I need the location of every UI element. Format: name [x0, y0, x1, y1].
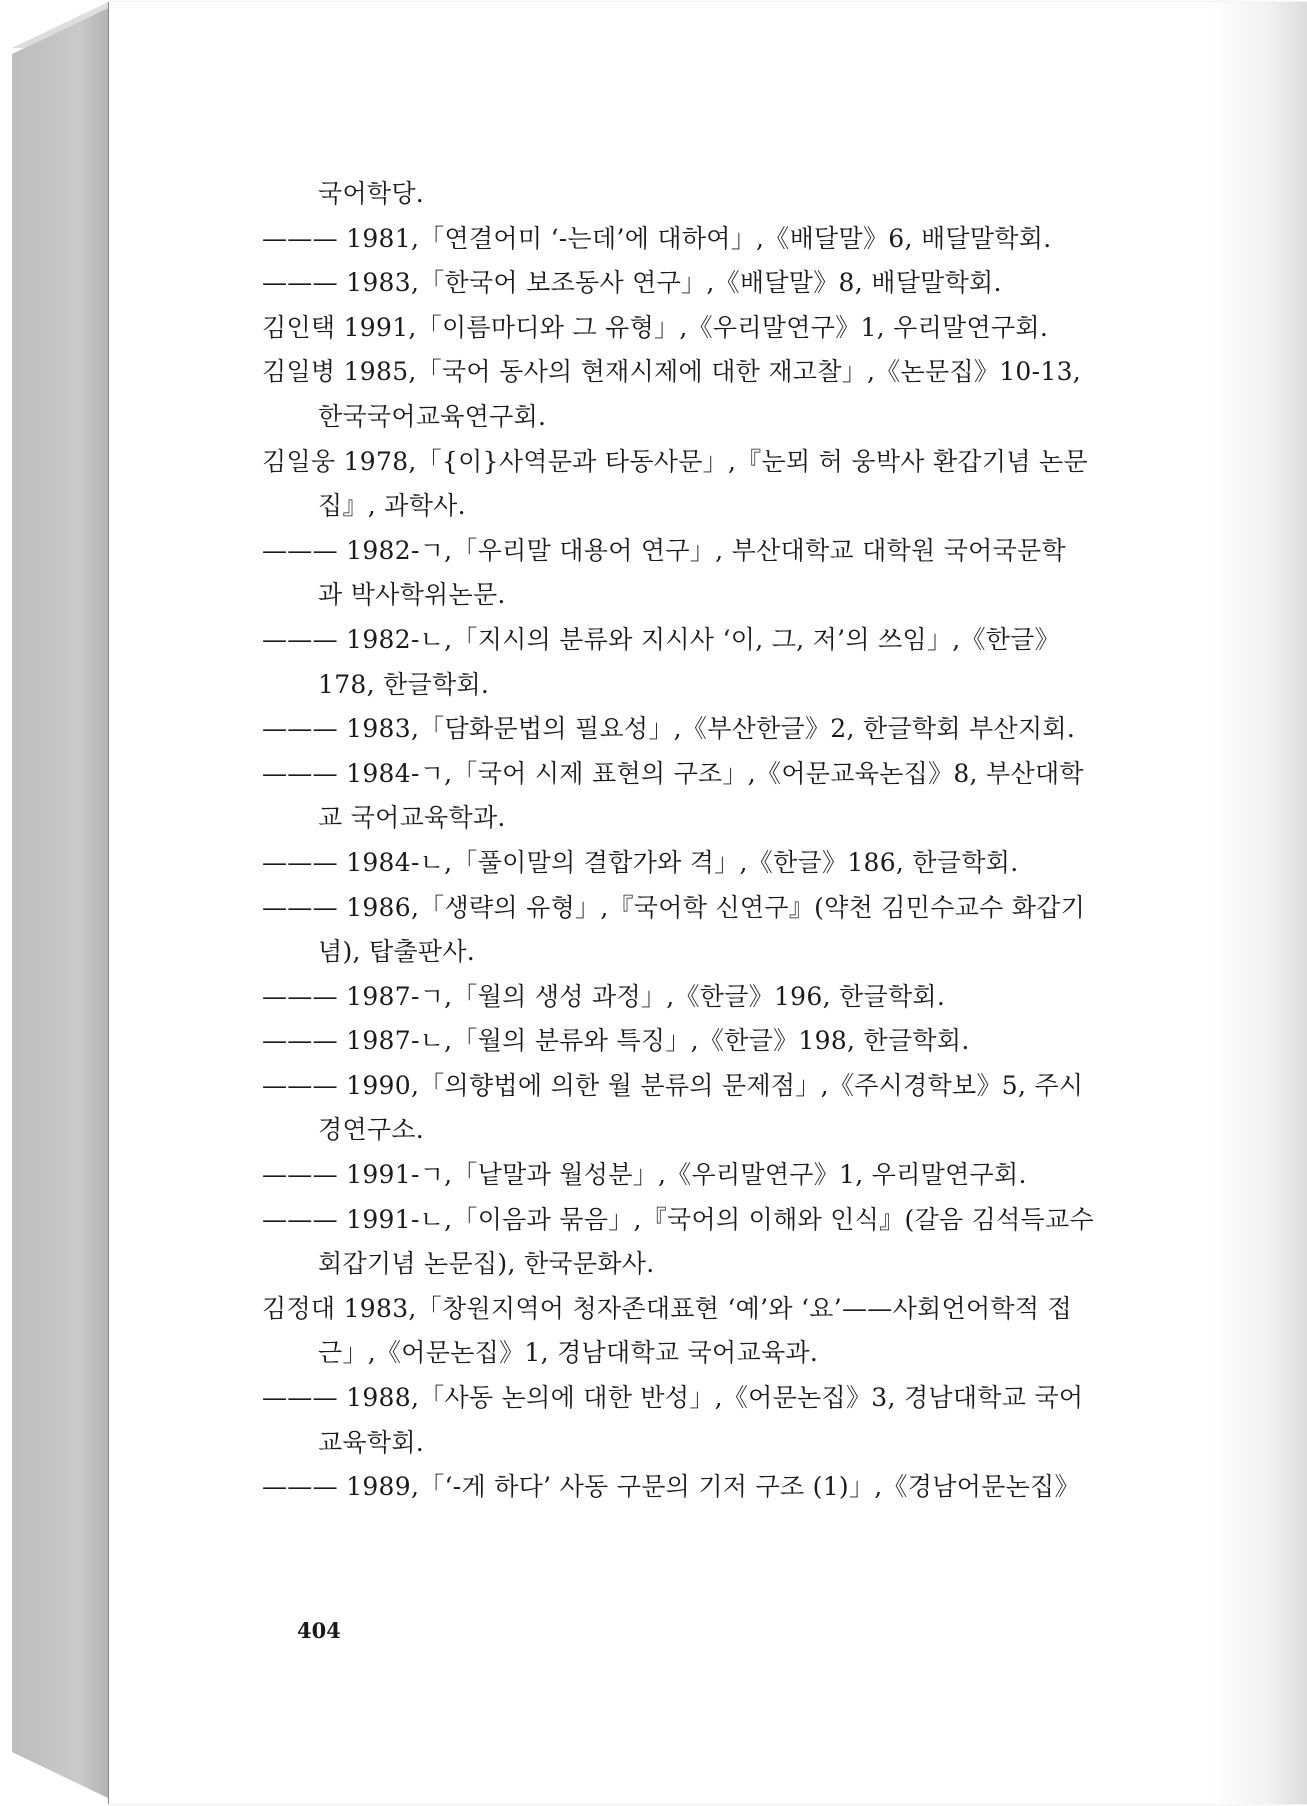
bib-line: ——— 1991-ㄱ,「낱말과 월성분」,《우리말연구》1, 우리말연구회.	[262, 1160, 1027, 1190]
bib-line: 김일웅 1978,「{이}사역문과 타동사문」,『눈뫼 허 웅박사 환갑기념 논문	[262, 446, 1088, 476]
bib-line: 김일병 1985,「국어 동사의 현재시제에 대한 재고찰」,《논문집》10-13,	[262, 357, 1082, 387]
bib-line: 김인택 1991,「이름마디와 그 유형」,《우리말연구》1, 우리말연구회.	[262, 312, 1049, 342]
bib-line: ——— 1990,「의향법에 의한 월 분류의 문제점」,《주시경학보》5, 주시	[262, 1070, 1084, 1100]
bibliography-list	[262, 172, 1134, 1510]
bib-line: ——— 1984-ㄱ,「국어 시제 표현의 구조」,《어문교육논집》8, 부산대학	[262, 758, 1084, 788]
bib-line: 교 국어교육학과.	[318, 803, 506, 833]
bib-line: ——— 1984-ㄴ,「풀이말의 결합가와 격」,《한글》186, 한글학회.	[262, 847, 1019, 877]
bib-line: ——— 1981,「연결어미 ‘-는데’에 대하여」,《배달말》6, 배달말학회.	[262, 223, 1052, 253]
bib-line: 회갑기념 논문집), 한국문화사.	[318, 1249, 655, 1279]
bib-line: ——— 1982-ㄴ,「지시의 분류와 지시사 ‘이, 그, 저’의 쓰임」,《한글》	[262, 624, 1060, 654]
bib-line: ——— 1987-ㄱ,「월의 생성 과정」,《한글》196, 한글학회.	[262, 981, 946, 1011]
bib-line: ——— 1988,「사동 논의에 대한 반성」,《어문논집》3, 경남대학교 국어	[262, 1383, 1084, 1413]
book-spine	[12, 8, 108, 1798]
bib-line: ——— 1983,「담화문법의 필요성」,《부산한글》2, 한글학회 부산지회.	[262, 714, 1076, 744]
bib-line: ——— 1983,「한국어 보조동사 연구」,《배달말》8, 배달말학회.	[262, 268, 1002, 298]
bib-line: 경연구소.	[318, 1115, 425, 1145]
bib-line: 집』, 과학사.	[318, 491, 466, 521]
bib-line: 교육학회.	[318, 1427, 425, 1457]
bib-line: ——— 1986,「생략의 유형」,『국어학 신연구』(약천 김민수교수 화갑기	[262, 892, 1086, 922]
bib-line: 김정대 1983,「창원지역어 청자존대표현 ‘예’와 ‘요’——사회언어학적 접	[262, 1293, 1072, 1323]
bib-line: 과 박사학위논문.	[318, 580, 506, 610]
bib-line: 근」,《어문논집》1, 경남대학교 국어교육과.	[318, 1338, 819, 1368]
bib-line: 한국국어교육연구회.	[318, 401, 547, 431]
page-number: 404	[297, 1618, 341, 1643]
bib-line: 국어학당.	[318, 179, 425, 208]
bib-line: ——— 1987-ㄴ,「월의 분류와 특징」,《한글》198, 한글학회.	[262, 1026, 970, 1056]
bib-line: ——— 1989,「‘-게 하다’ 사동 구문의 기저 구조 (1)」,《경남어문논집》	[262, 1472, 1080, 1502]
bib-line: ——— 1991-ㄴ,「이음과 묶음」,『국어의 이해와 인식』(갈음 김석득교수	[262, 1204, 1094, 1234]
bib-line: 178, 한글학회.	[318, 669, 490, 699]
bib-line: 념), 탑출판사.	[318, 937, 476, 967]
bib-line: ——— 1982-ㄱ,「우리말 대용어 연구」, 부산대학교 대학원 국어국문학	[262, 535, 1066, 565]
